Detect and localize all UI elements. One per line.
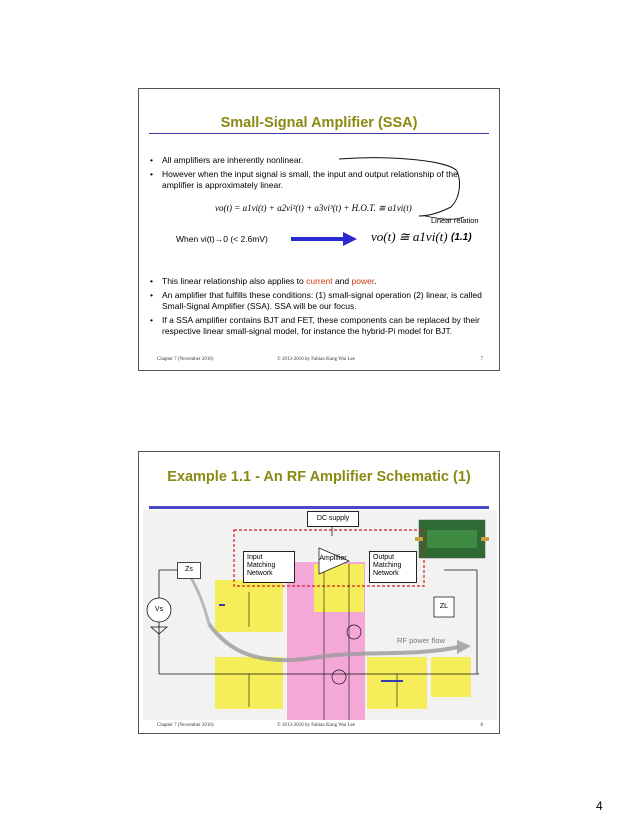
bullet-item: • However when the input signal is small, the input and output relationship of the amplifier is approximately linear.	[149, 169, 485, 191]
condition-text: When vi(t)→0 (< 2.6mV)	[176, 234, 268, 244]
vs-label: Vs	[154, 606, 164, 613]
bullet-item: • An amplifier that fulfills these conditions: (1) small-signal operation (2) linear, is called Small-Signal Amplifier (SSA). SSA will be our focus.	[149, 290, 485, 312]
highlight-current: current	[306, 276, 333, 286]
page-number: 4	[596, 799, 603, 813]
bullet-item: • If a SSA amplifier contains BJT and FET, these components can be replaced by their respective linear small-signal model, for instance the hybrid-Pi model for BJT.	[149, 315, 485, 337]
rf-amplifier-schematic	[139, 452, 500, 734]
zs-box: Zs	[177, 562, 201, 579]
bullet-item: • All amplifiers are inherently nonlinear.	[149, 155, 485, 166]
linear-relation-label: Linear relation	[431, 216, 479, 225]
slide-8: Example 1.1 - An RF Amplifier Schematic (1) DC supply Zs Input Matching Network Amplifier Output Matching Network Vs ZL RF power flow Chapter 7 (November 2016) © 2013-2016 by Fabian Kung Wai Lee 8	[138, 451, 500, 734]
input-matching-network: Input Matching Network	[243, 551, 295, 583]
slide-7: Small-Signal Amplifier (SSA) • All amplifiers are inherently nonlinear. • However when the input signal is small, the input and output relationship of the amplifier is approximately linear. vo(t) = a1vi(t) + a2vi²(t) + a3vi³(t) + H.O.T. ≅ a1vi(t) Linear relation When vi(t)→0 (< 2.6mV) vo(t) ≅ a1vi(t) (1.1) • This linear relationship also applies to current and power. • An amplifier that fulfills these conditions: (1) small-signal operation (2) linear, is called Small-Signal Amplifier (SSA). SSA will be our focus. • If a SSA amplifier contains BJT and FET, these components can be replaced by their respective linear small-signal model, for instance the hybrid-Pi model for BJT. Chapter 7 (November 2016) © 2013-2016 by Fabian Kung Wai Lee 7	[138, 88, 500, 371]
highlight-power: power	[351, 276, 375, 286]
output-matching-network: Output Matching Network	[369, 551, 417, 583]
zl-label: ZL	[439, 603, 449, 610]
slide-title: Small-Signal Amplifier (SSA)	[220, 115, 418, 131]
equation-expansion: vo(t) = a1vi(t) + a2vi²(t) + a3vi³(t) + H.O.T. ≅ a1vi(t)	[215, 203, 412, 213]
rf-power-flow-label: RF power flow	[397, 636, 445, 645]
equation-linear: vo(t) ≅ a1vi(t)	[371, 229, 448, 244]
amplifier-label: Amplifier	[319, 555, 347, 562]
bullet-item: • This linear relationship also applies to current and power.	[149, 276, 485, 287]
dc-supply-box: DC supply	[307, 511, 359, 527]
equation-number: (1.1)	[451, 232, 472, 243]
slide-title: Example 1.1 - An RF Amplifier Schematic (1)	[167, 469, 471, 485]
bullet-list-bottom	[149, 276, 485, 340]
